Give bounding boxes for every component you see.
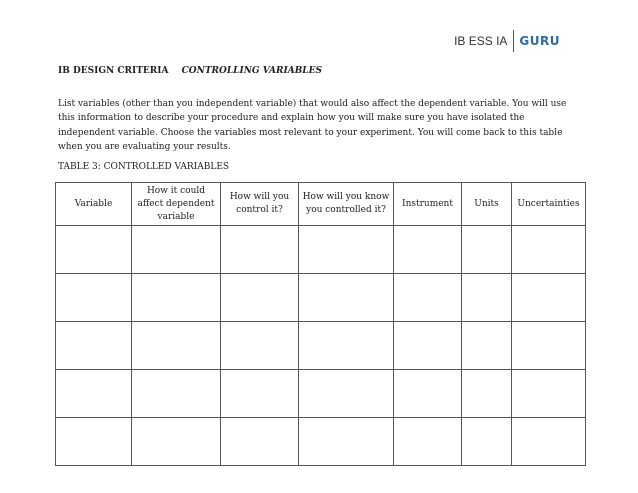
table-cell[interactable] — [299, 226, 394, 274]
col-header-control: How will you control it? — [221, 183, 299, 226]
table-cell[interactable] — [394, 418, 462, 466]
table-cell[interactable] — [56, 226, 132, 274]
table-header-row — [56, 183, 586, 226]
table-cell[interactable] — [462, 226, 512, 274]
table-cell[interactable] — [462, 322, 512, 370]
table-cell[interactable] — [299, 418, 394, 466]
table-cell[interactable] — [512, 418, 586, 466]
heading-sub: CONTROLLING VARIABLES — [181, 66, 322, 76]
table-cell[interactable] — [56, 322, 132, 370]
table-cell[interactable] — [299, 370, 394, 418]
table-cell[interactable] — [394, 370, 462, 418]
heading-main: IB DESIGN CRITERIA — [58, 66, 169, 76]
table-cell[interactable] — [394, 226, 462, 274]
table-cell[interactable] — [132, 274, 221, 322]
table-row — [56, 274, 586, 322]
table-cell[interactable] — [394, 322, 462, 370]
section-heading — [58, 66, 322, 76]
table-cell[interactable] — [462, 370, 512, 418]
table-cell[interactable] — [221, 370, 299, 418]
table-cell[interactable] — [512, 226, 586, 274]
table-row — [56, 322, 586, 370]
table-cell[interactable] — [132, 226, 221, 274]
table-cell[interactable] — [132, 370, 221, 418]
table-cell[interactable] — [299, 322, 394, 370]
table-cell[interactable] — [512, 370, 586, 418]
col-header-instrument: Instrument — [394, 183, 462, 226]
table-cell[interactable] — [221, 322, 299, 370]
header-title: IB ESS IA — [454, 34, 508, 48]
table-cell[interactable] — [56, 274, 132, 322]
table-cell[interactable] — [462, 274, 512, 322]
col-header-effect: How it could affect dependent variable — [132, 183, 221, 226]
table-cell[interactable] — [462, 418, 512, 466]
instructions-paragraph: List variables (other than you independent variable) that would also affect the dependent variable. You will use this information to describe your procedure and explain how you will make sure you have isolated the independent variable. Choose the variables most relevant to your experiment. You will come back to this table when you are evaluating your results. — [58, 99, 567, 152]
table-cell[interactable] — [394, 274, 462, 322]
table-cell[interactable] — [132, 418, 221, 466]
table-cell[interactable] — [221, 274, 299, 322]
table-row — [56, 418, 586, 466]
table-cell[interactable] — [512, 274, 586, 322]
col-header-uncertainties: Uncertainties — [512, 183, 586, 226]
controlled-variables-table — [55, 182, 586, 466]
table-row — [56, 226, 586, 274]
table-row — [56, 370, 586, 418]
table-title: TABLE 3: CONTROLLED VARIABLES — [58, 162, 230, 172]
table-cell[interactable] — [56, 418, 132, 466]
col-header-units: Units — [462, 183, 512, 226]
col-header-verification: How will you know you controlled it? — [299, 183, 394, 226]
page-header — [454, 30, 560, 52]
table-cell[interactable] — [56, 370, 132, 418]
table-cell[interactable] — [512, 322, 586, 370]
table-cell[interactable] — [221, 226, 299, 274]
table-cell[interactable] — [221, 418, 299, 466]
col-header-variable: Variable — [56, 183, 132, 226]
guru-logo: GURU — [519, 34, 560, 48]
table-cell[interactable] — [299, 274, 394, 322]
table-cell[interactable] — [132, 322, 221, 370]
